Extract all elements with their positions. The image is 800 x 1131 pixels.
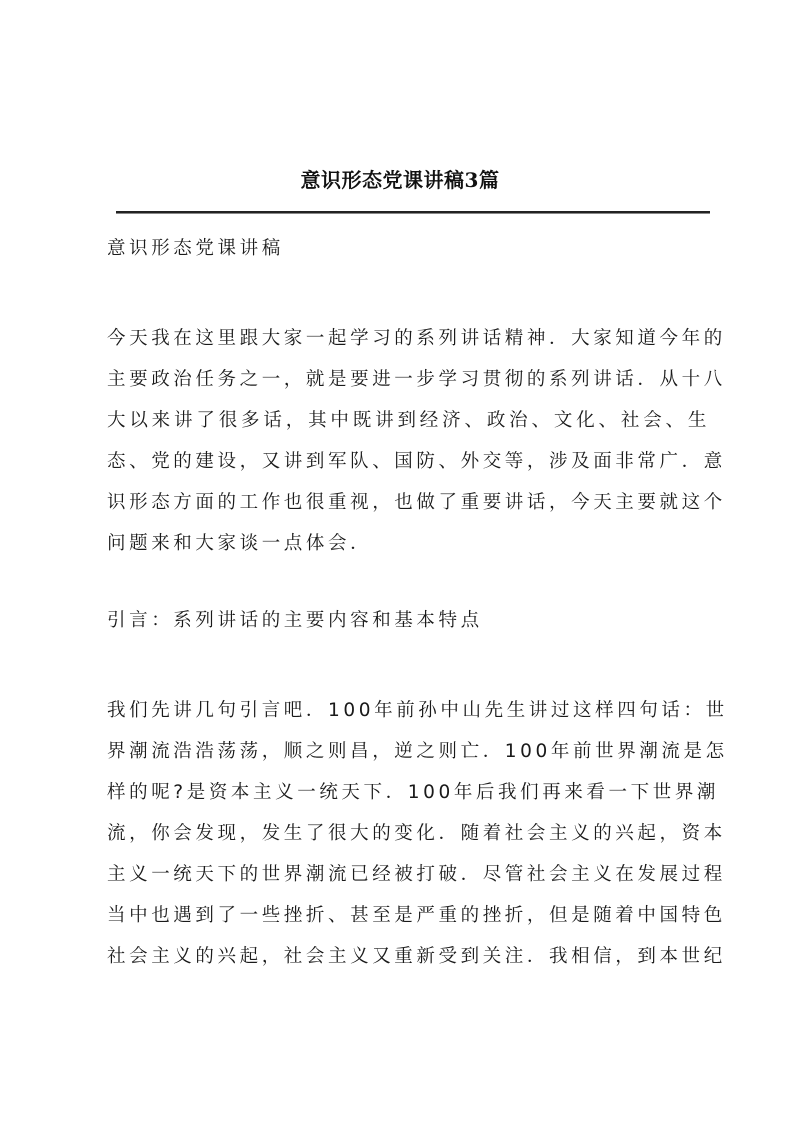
- paragraph-line: 主要政治任务之一，就是要进一步学习贯彻的系列讲话．从十八: [107, 369, 726, 390]
- paragraph-line: 今天我在这里跟大家一起学习的系列讲话精神．大家知道今年的: [107, 328, 726, 349]
- paragraph-line: 界潮流浩浩荡荡，顺之则昌，逆之则亡．100年前世界潮流是怎: [107, 741, 728, 762]
- paragraph-intro: [107, 318, 726, 564]
- document-subtitle: [107, 228, 710, 269]
- paragraph-line: 大以来讲了很多话，其中既讲到经济、政治、文化、社会、生: [107, 410, 710, 431]
- paragraph-line: 我们先讲几句引言吧．100年前孙中山先生讲过这样四句话：世: [107, 700, 728, 721]
- paragraph-line: 社会主义的兴起，社会主义又重新受到关注．我相信，到本世纪: [107, 946, 726, 967]
- paragraph-preface: [107, 690, 728, 977]
- paragraph-line: 识形态方面的工作也很重视，也做了重要讲话，今天主要就这个: [107, 492, 726, 513]
- title-divider: [116, 211, 710, 214]
- paragraph-line: 问题来和大家谈一点体会．: [107, 533, 373, 554]
- paragraph-line: 主义一统天下的世界潮流已经被打破．尽管社会主义在发展过程: [107, 864, 726, 885]
- subtitle-text: 意识形态党课讲稿: [107, 238, 284, 259]
- paragraph-line: 当中也遇到了一些挫折、甚至是严重的挫折，但是随着中国特色: [107, 905, 726, 926]
- paragraph-line: 态、党的建设，又讲到军队、国防、外交等，涉及面非常广．意: [107, 451, 726, 472]
- paragraph-line: 流，你会发现，发生了很大的变化．随着社会主义的兴起，资本: [107, 823, 726, 844]
- section-heading: [107, 600, 710, 641]
- paragraph-line: 样的呢?是资本主义一统天下．100年后我们再来看一下世界潮: [107, 782, 720, 803]
- section-heading-text: 引言：系列讲话的主要内容和基本特点: [107, 610, 483, 631]
- document-title: 意识形态党课讲稿3篇: [300, 168, 500, 192]
